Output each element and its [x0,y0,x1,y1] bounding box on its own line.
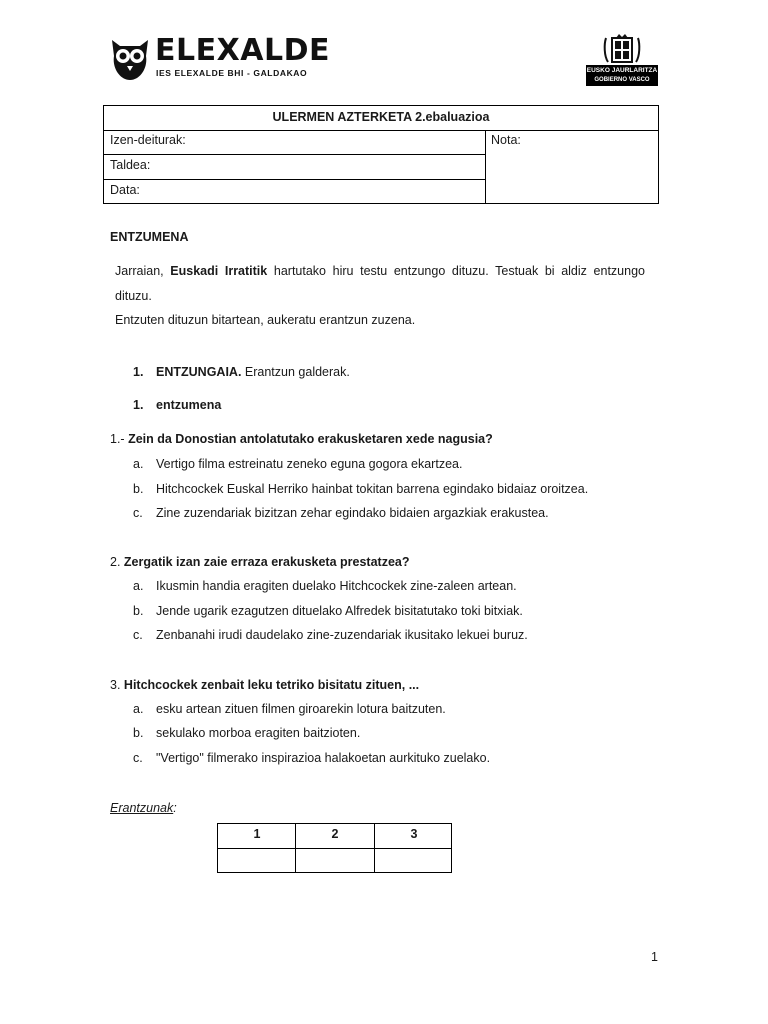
question-2-option-a-letter: a. [133,579,144,593]
answer-cell-2[interactable] [297,850,373,871]
item-1-number: 1. [133,365,144,379]
answers-column-1: 1 [253,827,261,841]
question-3-option-c-letter: c. [133,751,143,765]
intro-instruction: Entzuten dituzun bitartean, aukeratu erantzun zuzena. [115,313,416,327]
grade-field-label: Nota: [491,133,521,147]
question-1-option-c: Zine zuzendariak bizitzan zehar egindako bidaien argazkiak erakustea. [156,506,549,520]
coat-of-arms-icon [586,34,658,66]
question-3-option-b-letter: b. [133,726,144,740]
question-2-number: 2. [110,555,121,569]
answers-table [217,823,452,873]
section-heading: ENTZUMENA [110,230,189,244]
intro-paragraph [115,263,645,279]
item-1-rest: Erantzun galderak. [244,365,350,379]
intro-text-end: hartutako hiru testu entzungo dituzu. Testuak bi aldiz entzungo [273,264,645,278]
group-field-label: Taldea: [110,158,151,172]
answers-label-text: Erantzunak [110,801,174,815]
question-3-option-c: "Vertigo" filmerako inspirazioa halakoetan aurkituko zuelako. [156,751,491,765]
question-3 [110,677,419,693]
question-2-option-a: Ikusmin handia eragiten duelako Hitchcockek zine-zaleen artean. [156,579,517,593]
question-1-option-c-letter: c. [133,506,143,520]
item-2-text: entzumena [156,398,222,412]
name-field-label: Izen-deiturak: [110,133,186,147]
intro-radio-name: Euskadi Irratitik [170,264,268,278]
intro-text-start: Jarraian, [115,264,164,278]
intro-paragraph-continuation: dituzu. [115,289,152,303]
question-1-option-a-letter: a. [133,457,144,471]
government-name-basque: EUSKO JAURLARITZA [586,67,658,74]
answers-column-2: 2 [331,827,339,841]
question-3-option-a-letter: a. [133,702,144,716]
answer-cell-1[interactable] [219,850,294,871]
question-3-number: 3. [110,678,121,692]
question-2-option-b: Jende ugarik ezagutzen dituelako Alfredek bisitatutako toki bitxiak. [156,604,523,618]
question-3-option-b: sekulako morboa eragiten baitzioten. [156,726,361,740]
item-2-number: 1. [133,398,144,412]
question-1-text: Zein da Donostian antolatutako erakusketaren xede nagusia? [128,432,493,446]
answers-column-3: 3 [410,827,418,841]
question-2-text: Zergatik izan zaie erraza erakusketa prestatzea? [123,555,410,569]
question-2-option-b-letter: b. [133,604,144,618]
page-number: 1 [651,950,658,964]
question-1 [110,431,493,447]
question-1-option-a: Vertigo filma estreinatu zeneko eguna gogora ekartzea. [156,457,463,471]
exam-title: ULERMEN AZTERKETA 2.ebaluazioa [272,110,490,124]
item-1-text [156,364,350,380]
date-field-label: Data: [110,183,140,197]
exam-header-table [103,105,659,204]
question-2 [110,554,409,570]
answers-label-colon: : [173,801,177,815]
question-2-option-c-letter: c. [133,628,143,642]
brand-name: ELEXALDE [155,33,330,68]
question-1-option-b-letter: b. [133,482,144,496]
question-1-number: 1.- [110,432,125,446]
answer-cell-3[interactable] [376,850,451,871]
government-name-spanish: GOBIERNO VASCO [594,77,650,83]
question-3-option-a: esku artean zituen filmen giroarekin lotura baitzuten. [156,702,446,716]
question-3-text: Hitchcockek zenbait leku tetriko bisitatu zituen, ... [123,678,420,692]
item-1-bold: ENTZUNGAIA. [156,365,242,379]
government-banner [586,65,658,86]
brand-subtitle: IES ELEXALDE BHI - GALDAKAO [156,68,308,78]
owl-logo-icon [108,34,152,82]
question-2-option-c: Zenbanahi irudi daudelako zine-zuzendariak ikusitako lekuei buruz. [156,628,528,642]
question-1-option-b: Hitchcockek Euskal Herriko hainbat tokitan barrena egindako bidaiaz oroitzea. [156,482,589,496]
answers-label [110,800,177,816]
